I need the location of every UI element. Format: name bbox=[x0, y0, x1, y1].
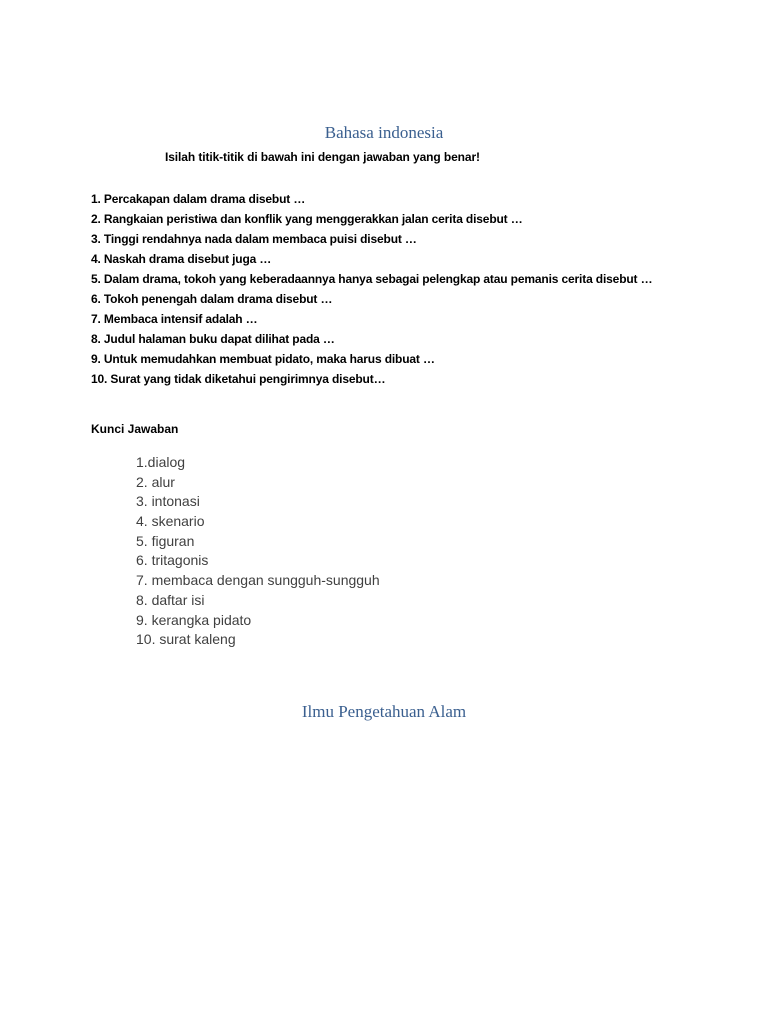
question-item: 6. Tokoh penengah dalam drama disebut … bbox=[91, 292, 333, 306]
question-item: 3. Tinggi rendahnya nada dalam membaca puisi disebut … bbox=[91, 232, 417, 246]
question-list bbox=[91, 189, 652, 389]
answer-item: 5. figuran bbox=[136, 532, 195, 549]
question-item: 8. Judul halaman buku dapat dilihat pada … bbox=[91, 332, 335, 346]
answer-item: 6. tritagonis bbox=[136, 552, 209, 569]
section-title-bahasa-indonesia: Bahasa indonesia bbox=[324, 123, 444, 142]
question-item: 5. Dalam drama, tokoh yang keberadaannya hanya sebagai pelengkap atau pemanis cerita disebut … bbox=[91, 272, 653, 286]
answer-item: 1.dialog bbox=[136, 454, 186, 470]
section-title-ipa: Ilmu Pengetahuan Alam bbox=[301, 702, 467, 721]
question-item: 4. Naskah drama disebut juga … bbox=[91, 252, 272, 266]
answer-item: 8. daftar isi bbox=[136, 591, 205, 608]
answer-item: 9. kerangka pidato bbox=[136, 611, 252, 628]
answer-item: 3. intonasi bbox=[136, 493, 200, 510]
answer-item: 2. alur bbox=[136, 473, 175, 490]
answer-item: 7. membaca dengan sungguh-sungguh bbox=[136, 572, 380, 589]
question-item: 1. Percakapan dalam drama disebut … bbox=[91, 192, 306, 206]
answer-key-label: Kunci Jawaban bbox=[91, 422, 179, 436]
question-item: 2. Rangkaian peristiwa dan konflik yang menggerakkan jalan cerita disebut … bbox=[91, 212, 523, 226]
question-item: 7. Membaca intensif adalah … bbox=[91, 312, 258, 326]
answer-item: 10. surat kaleng bbox=[136, 631, 236, 648]
instruction-text: Isilah titik-titik di bawah ini dengan jawaban yang benar! bbox=[165, 150, 480, 164]
answer-item: 4. skenario bbox=[136, 513, 205, 530]
question-item: 9. Untuk memudahkan membuat pidato, maka harus dibuat … bbox=[91, 352, 435, 366]
question-item: 10. Surat yang tidak diketahui pengirimnya disebut… bbox=[91, 372, 386, 386]
answer-list bbox=[136, 453, 380, 650]
